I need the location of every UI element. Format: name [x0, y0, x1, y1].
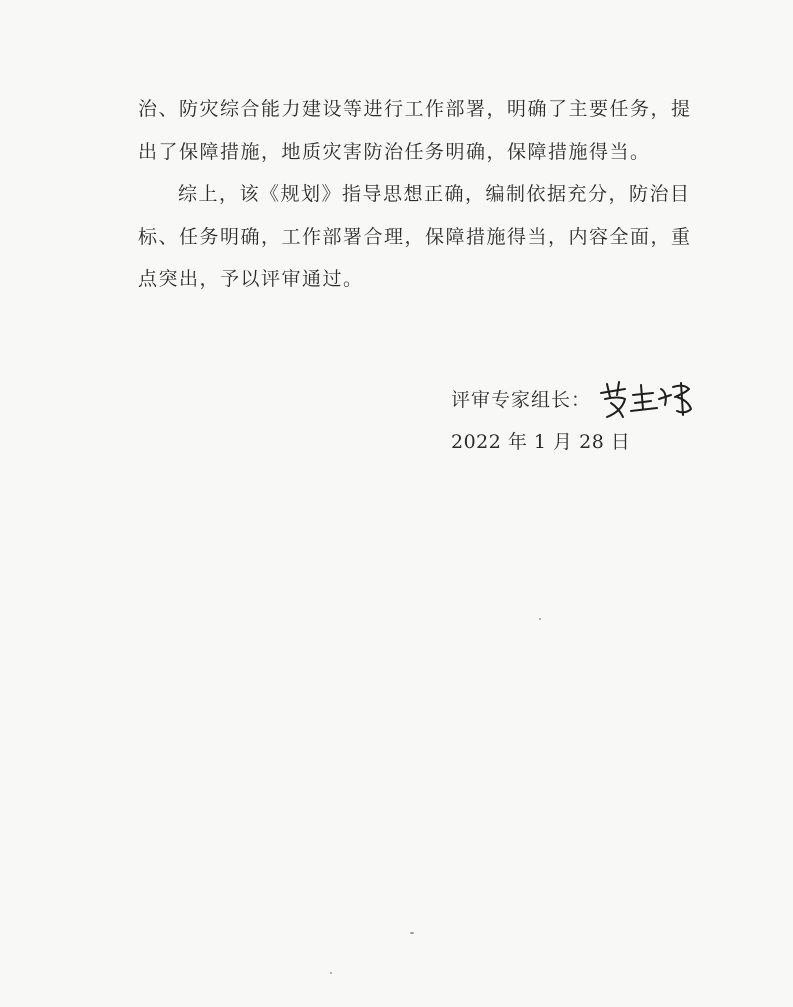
signature-date: 2022 年 1 月 28 日 — [451, 431, 631, 453]
handwritten-signature — [595, 375, 699, 421]
document-body — [138, 88, 698, 301]
signer-label: 评审专家组长： — [451, 388, 592, 411]
scan-speck — [539, 618, 541, 620]
signature-block — [451, 375, 699, 454]
scan-speck — [330, 972, 332, 974]
paragraph-2: 综上，该《规划》指导思想正确，编制依据充分，防治目标、任务明确，工作部署合理，保障措施得当，内容全面，重点突出，予以评审通过。 — [138, 183, 692, 290]
signer-line — [451, 375, 699, 421]
paragraph-1: 治、防灾综合能力建设等进行工作部署，明确了主要任务，提出了保障措施，地质灾害防治任务明确，保障措施得当。 — [138, 98, 692, 163]
scan-speck — [410, 932, 414, 934]
